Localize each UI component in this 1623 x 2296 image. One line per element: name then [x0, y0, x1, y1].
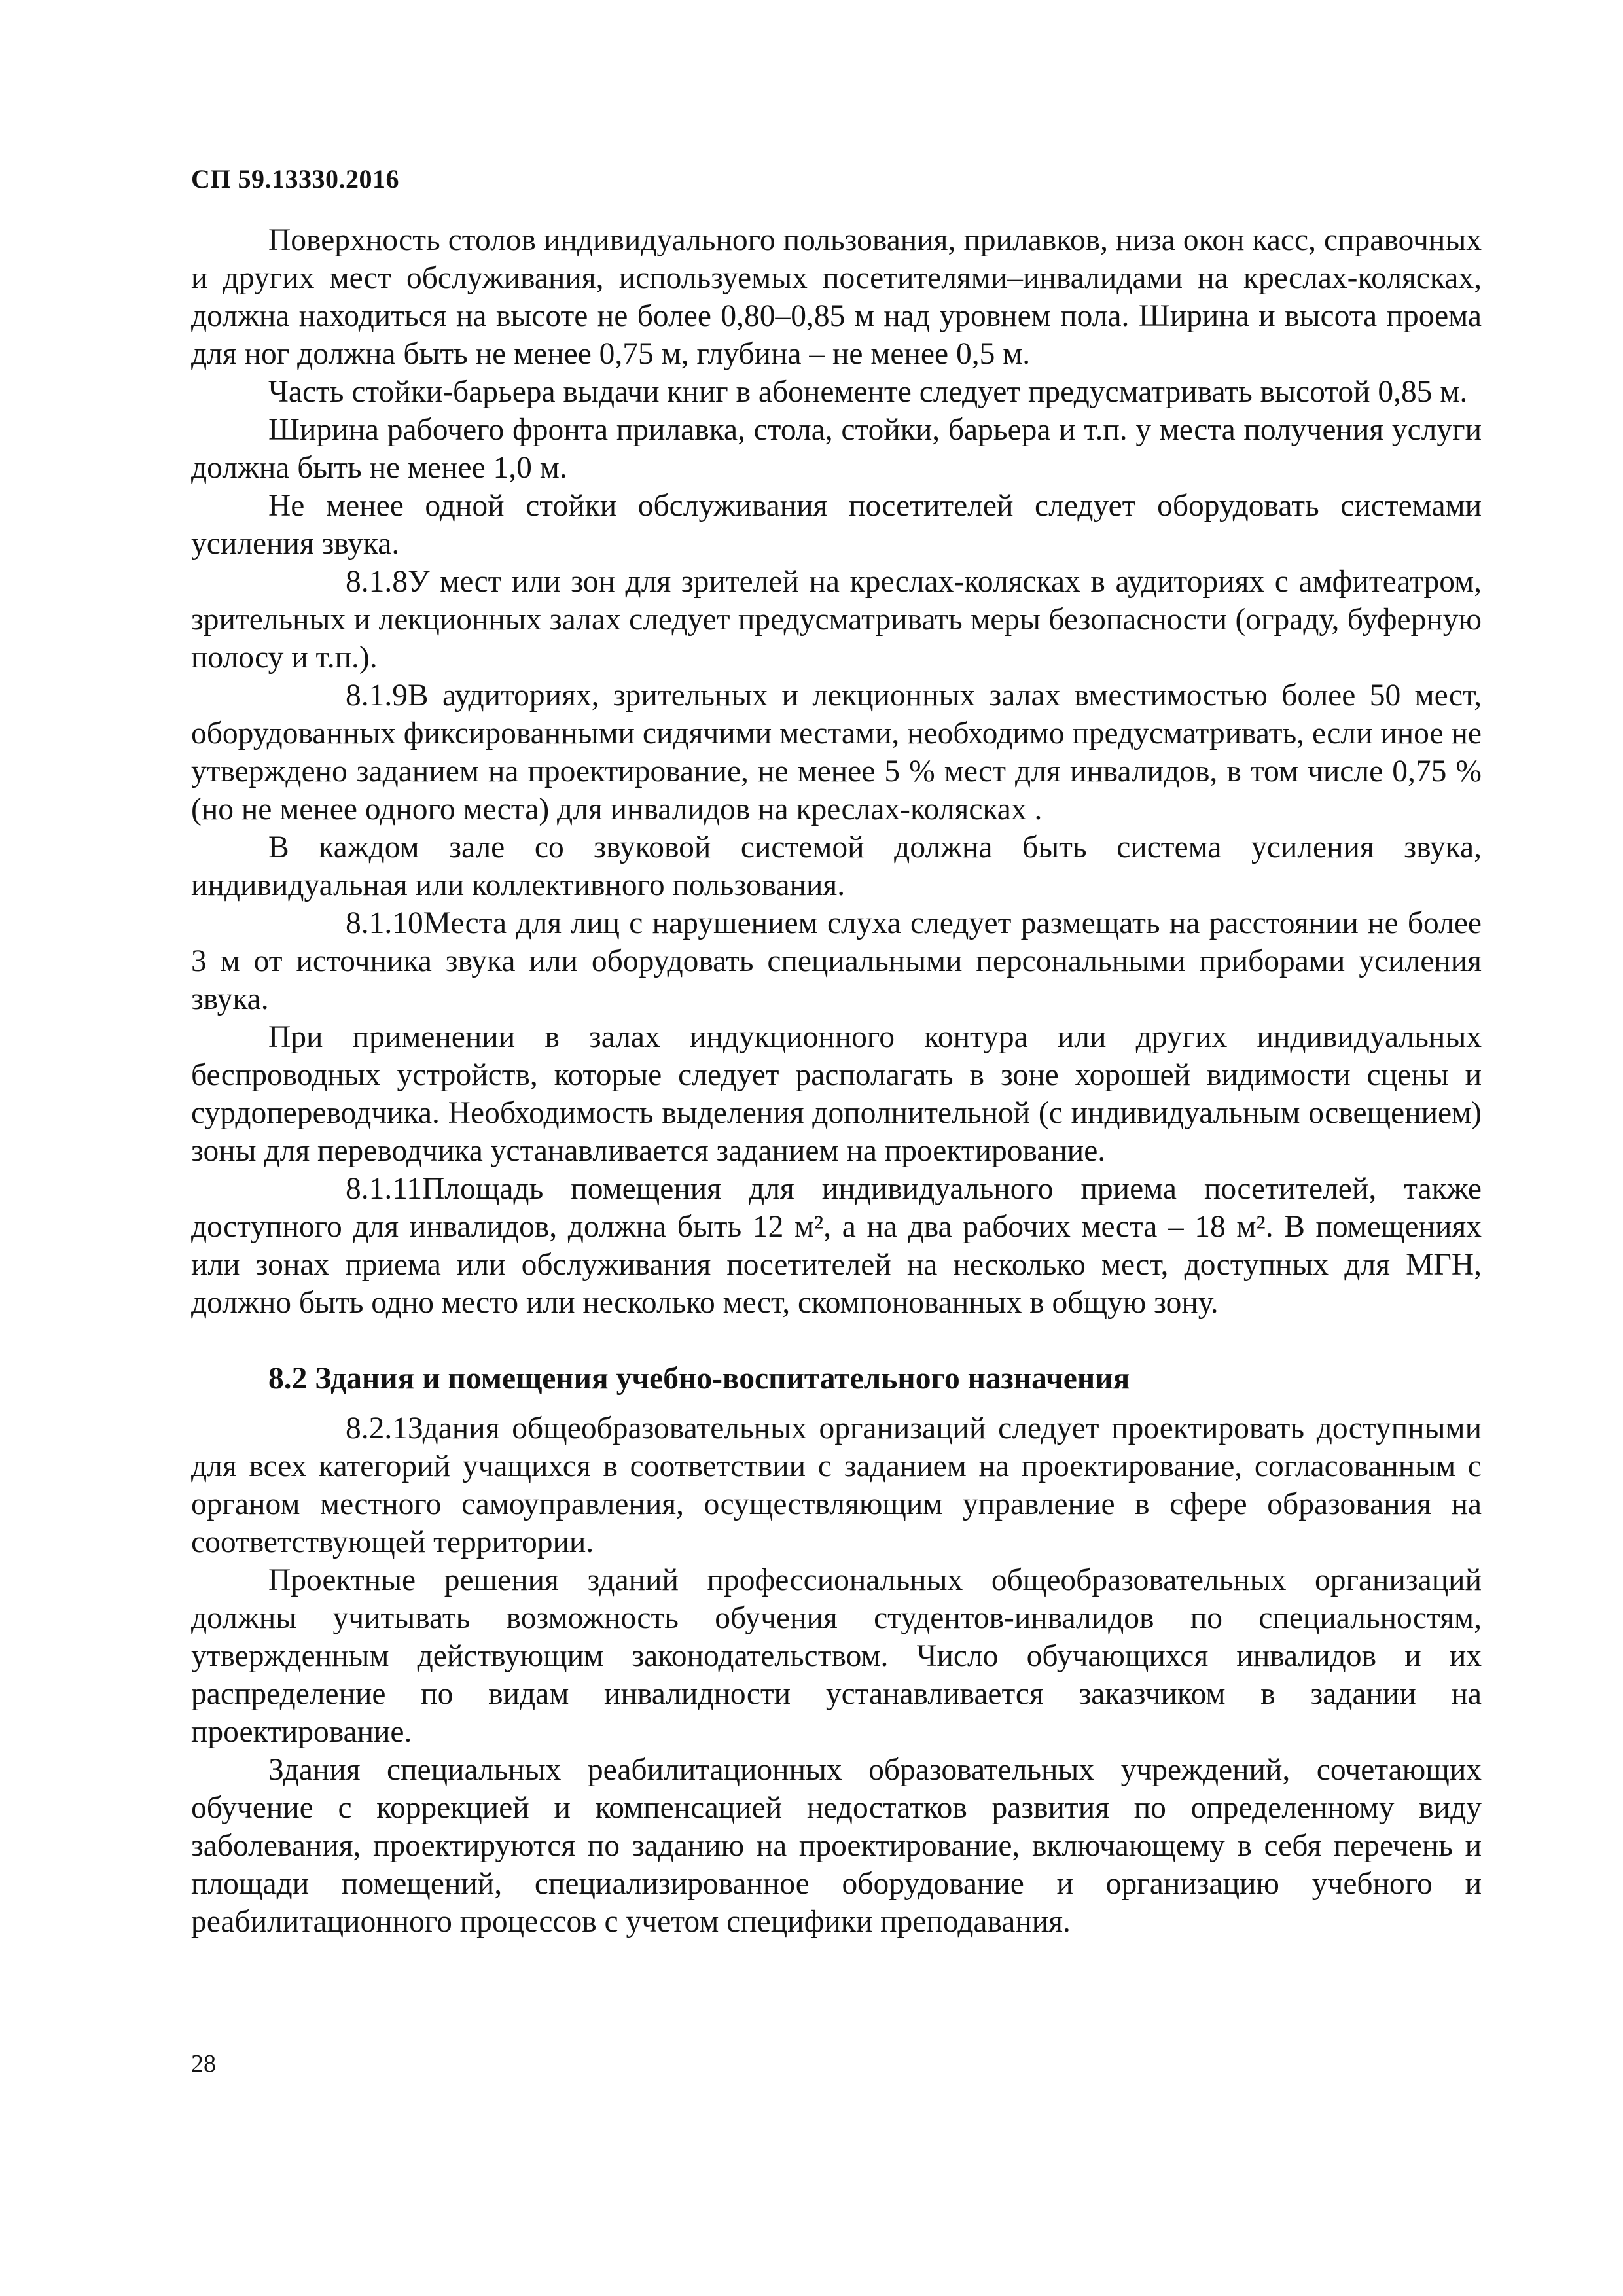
paragraph — [191, 487, 1482, 563]
paragraph — [191, 1561, 1482, 1751]
document-code-header: СП 59.13330.2016 — [191, 164, 399, 194]
paragraph — [191, 411, 1482, 487]
clause-number: 8.2.1 — [346, 1411, 408, 1445]
paragraph — [191, 1409, 1482, 1561]
paragraph — [191, 677, 1482, 828]
document-body — [191, 221, 1482, 1941]
clause-number: 8.1.10 — [346, 906, 423, 940]
paragraph-text: Здания общеобразовательных организаций следует проектировать доступными для всех категорий учащихся в соответствии с заданием на проектирование, согласованным с органом местного самоуправления, осуществляющим управление в сфере образования на соответствующей территории. — [191, 1411, 1482, 1559]
paragraph-text: Здания специальных реабилитационных образовательных учреждений, сочетающих обучение с коррекцией и компенсацией недостатков развития по определенному виду заболевания, проектируются по заданию на проектирование, включающему в себя перечень и площади помещений, специализированное оборудование и организацию учебного и реабилитационного процессов с учетом специфики преподавания. — [191, 1753, 1482, 1939]
paragraph-text: Не менее одной стойки обслуживания посетителей следует оборудовать системами усиления звука. — [191, 489, 1482, 561]
paragraph-text: Места для лиц с нарушением слуха следует размещать на расстоянии не более 3 м от источника звука или оборудовать специальными персональными приборами усиления звука. — [191, 906, 1482, 1016]
paragraph — [191, 1018, 1482, 1170]
paragraph — [191, 828, 1482, 904]
paragraph-text: Площадь помещения для индивидуального приема посетителей, также доступного для инвалидов, должна быть 12 м², а на два рабочих места – 18 м². В помещениях или зонах приема или обслуживания посетителей на несколько мест, доступных для МГН, должно быть одно место или несколько мест, скомпонованных в общую зону. — [191, 1172, 1482, 1320]
paragraph — [191, 563, 1482, 677]
clause-number: 8.1.11 — [346, 1172, 422, 1206]
paragraph — [191, 221, 1482, 373]
page-number: 28 — [191, 2050, 216, 2077]
paragraph-text: Поверхность столов индивидуального пользования, прилавков, низа окон касс, справочных и других мест обслуживания, используемых посетителями–инвалидами на креслах-колясках, должна находиться на высоте не более 0,80–0,85 м над уровнем пола. Ширина и высота проема для ног должна быть не менее 0,75 м, глубина – не менее 0,5 м. — [191, 223, 1482, 371]
paragraph-text: Ширина рабочего фронта прилавка, стола, стойки, барьера и т.п. у места получения услуги должна быть не менее 1,0 м. — [191, 413, 1482, 485]
clause-number: 8.1.8 — [346, 565, 408, 599]
paragraph-text: Проектные решения зданий профессиональных общеобразовательных организаций должны учитывать возможность обучения студентов-инвалидов по специальностям, утвержденным действующим законодательством. Число обучающихся инвалидов и их распределение по видам инвалидности устанавливается заказчиком в задании на проектирование. — [191, 1563, 1482, 1749]
paragraph — [191, 373, 1482, 411]
section-heading: 8.2 Здания и помещения учебно-воспитательного назначения — [268, 1362, 1130, 1396]
paragraph-text: У мест или зон для зрителей на креслах-колясках в аудиториях с амфитеатром, зрительных и лекционных залах следует предусматривать меры безопасности (ограду, буферную полосу и т.п.). — [191, 565, 1482, 675]
paragraph-text: В каждом зале со звуковой системой должна быть система усиления звука, индивидуальная или коллективного пользования. — [191, 830, 1482, 902]
paragraph — [191, 1170, 1482, 1322]
paragraph-text: Часть стойки-барьера выдачи книг в абонементе следует предусматривать высотой 0,85 м. — [268, 375, 1468, 409]
clause-number: 8.1.9 — [346, 679, 408, 713]
paragraph — [191, 904, 1482, 1018]
paragraph-text: При применении в залах индукционного контура или других индивидуальных беспроводных устройств, которые следует располагать в зоне хорошей видимости сцены и сурдопереводчика. Необходимость выделения дополнительной (с индивидуальным освещением) зоны для переводчика устанавливается заданием на проектирование. — [191, 1020, 1482, 1168]
paragraph-text: В аудиториях, зрительных и лекционных залах вместимостью более 50 мест, оборудованных фиксированными сидячими местами, необходимо предусматривать, если иное не утверждено заданием на проектирование, не менее 5 % мест для инвалидов, в том числе 0,75 % (но не менее одного места) для инвалидов на креслах-колясках . — [191, 679, 1482, 826]
paragraph — [191, 1751, 1482, 1941]
